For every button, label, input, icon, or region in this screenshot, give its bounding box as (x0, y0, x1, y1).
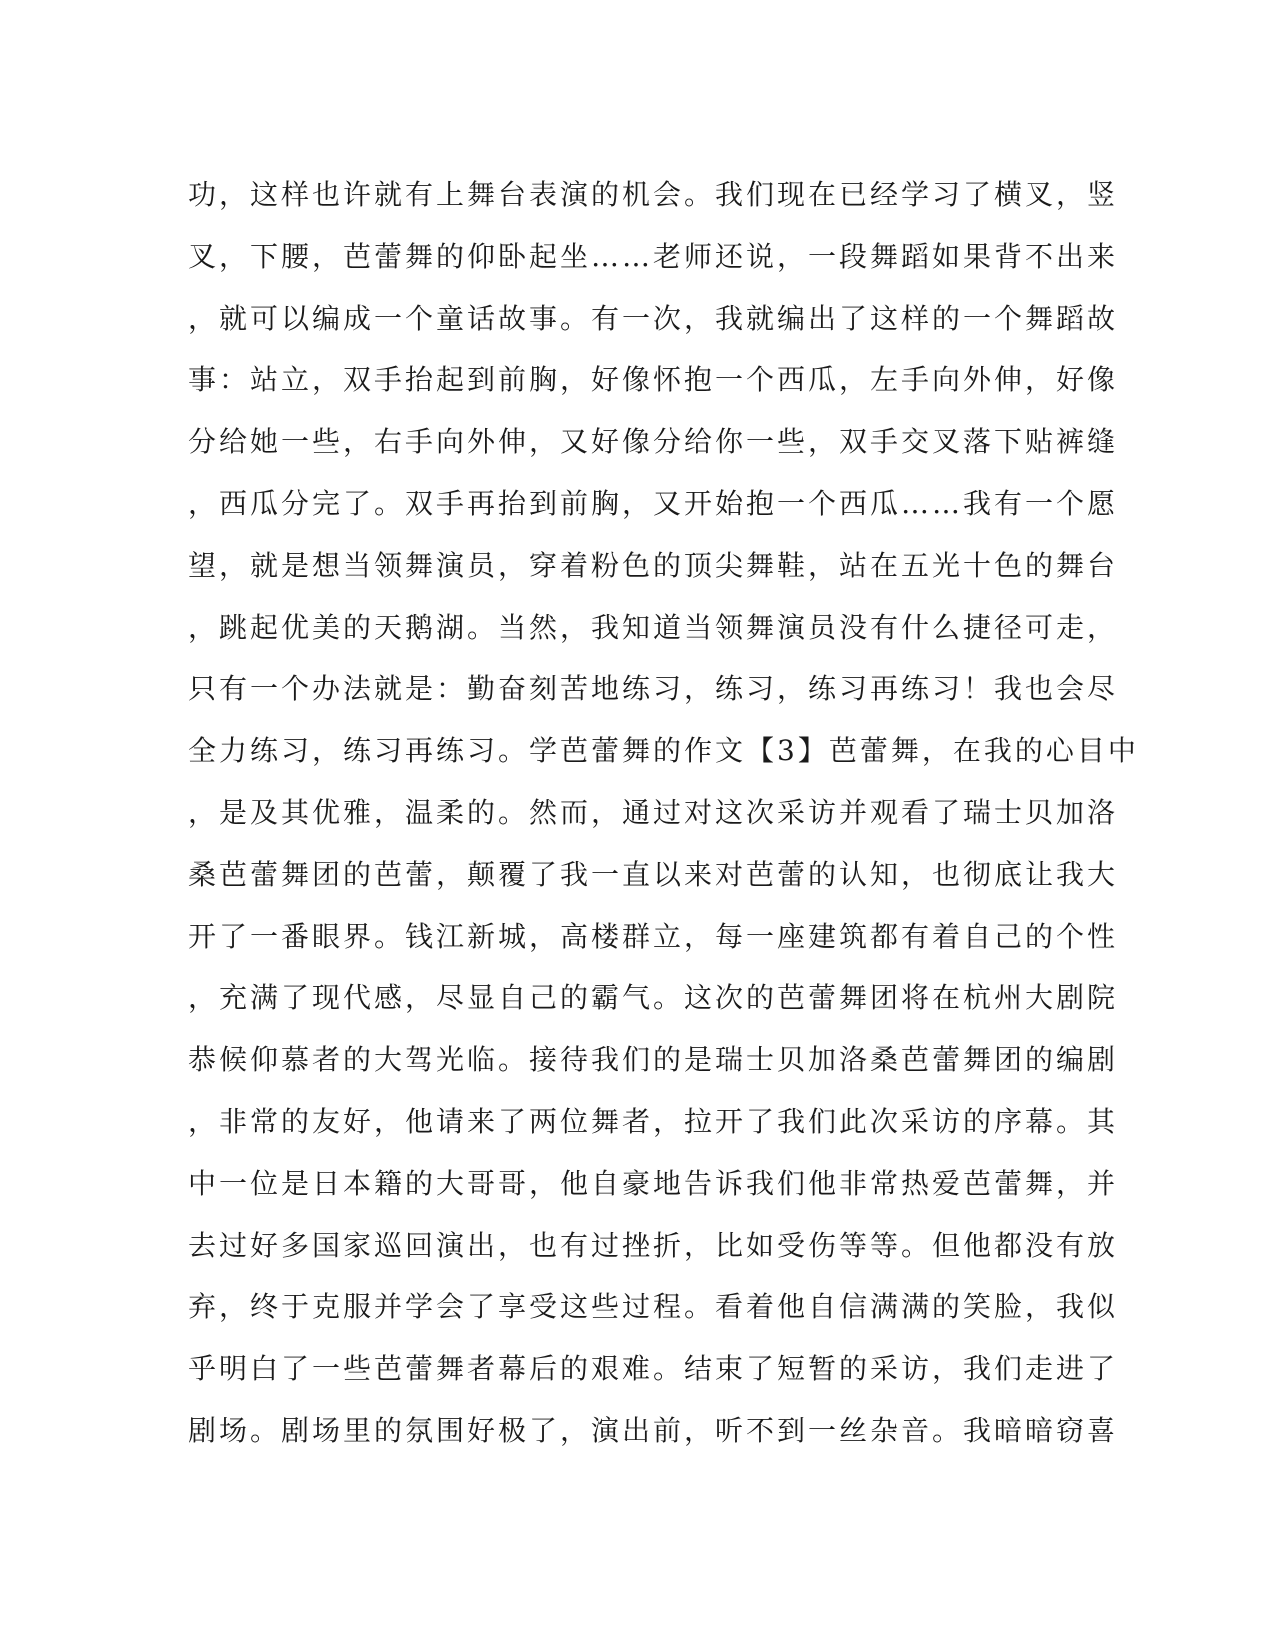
text-line: 望，就是想当领舞演员，穿着粉色的顶尖舞鞋，站在五光十色的舞台 (188, 548, 1119, 582)
text-line: 桑芭蕾舞团的芭蕾，颠覆了我一直以来对芭蕾的认知，也彻底让我大 (188, 857, 1119, 891)
text-line: 全力练习，练习再练习。学芭蕾舞的作文【3】芭蕾舞，在我的心目中 (188, 734, 1139, 768)
text-line: ，是及其优雅，温柔的。然而，通过对这次采访并观看了瑞士贝加洛 (188, 795, 1119, 829)
text-line: ，非常的友好，他请来了两位舞者，拉开了我们此次采访的序幕。其 (188, 1104, 1119, 1138)
text-line: 乎明白了一些芭蕾舞者幕后的艰难。结束了短暂的采访，我们走进了 (188, 1352, 1119, 1386)
text-line: 恭候仰慕者的大驾光临。接待我们的是瑞士贝加洛桑芭蕾舞团的编剧 (188, 1043, 1119, 1077)
text-line: 剧场。剧场里的氛围好极了，演出前，听不到一丝杂音。我暗暗窃喜 (188, 1413, 1119, 1447)
text-line: ，充满了现代感，尽显自己的霸气。这次的芭蕾舞团将在杭州大剧院 (188, 981, 1119, 1015)
text-line: ，就可以编成一个童话故事。有一次，我就编出了这样的一个舞蹈故 (188, 301, 1119, 335)
text-line: 只有一个办法就是：勤奋刻苦地练习，练习，练习再练习！我也会尽 (188, 672, 1119, 706)
text-line: ，跳起优美的天鹅湖。当然，我知道当领舞演员没有什么捷径可走， (188, 610, 1119, 644)
text-line: 中一位是日本籍的大哥哥，他自豪地告诉我们他非常热爱芭蕾舞，并 (188, 1166, 1119, 1200)
text-line: 分给她一些，右手向外伸，又好像分给你一些，双手交叉落下贴裤缝 (188, 425, 1119, 459)
text-line: ，西瓜分完了。双手再抬到前胸，又开始抱一个西瓜……我有一个愿 (188, 486, 1119, 520)
text-line: 叉，下腰，芭蕾舞的仰卧起坐……老师还说，一段舞蹈如果背不出来 (188, 239, 1119, 273)
text-line: 去过好多国家巡回演出，也有过挫折，比如受伤等等。但他都没有放 (188, 1228, 1119, 1262)
text-line: 开了一番眼界。钱江新城，高楼群立，每一座建筑都有着自己的个性 (188, 919, 1119, 953)
text-line: 功，这样也许就有上舞台表演的机会。我们现在已经学习了横叉，竖 (188, 178, 1119, 211)
body-text (188, 164, 1139, 1462)
text-line: 弃，终于克服并学会了享受这些过程。看着他自信满满的笑脸，我似 (188, 1290, 1119, 1324)
text-line: 事：站立，双手抬起到前胸，好像怀抱一个西瓜，左手向外伸，好像 (188, 363, 1119, 397)
